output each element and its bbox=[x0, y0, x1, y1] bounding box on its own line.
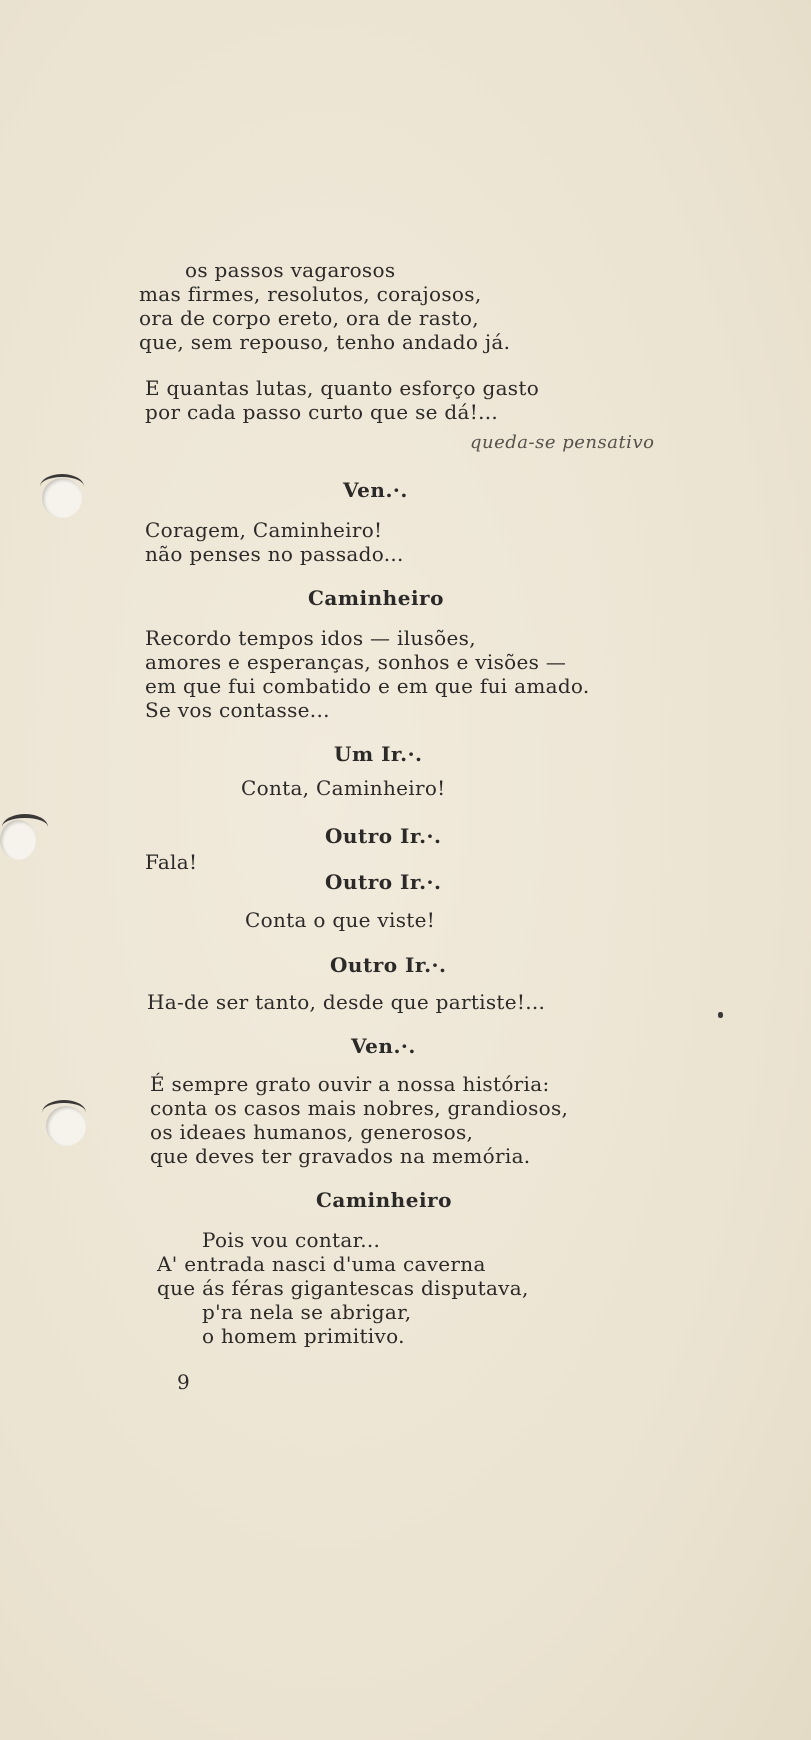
speaker-label: Ven.·. bbox=[343, 478, 408, 502]
punch-hole-bottom bbox=[46, 1106, 86, 1146]
dialogue-line: É sempre grato ouvir a nossa história: bbox=[150, 1072, 550, 1096]
dialogue-line: o homem primitivo. bbox=[202, 1324, 405, 1348]
verse-line: que, sem repouso, tenho andado já. bbox=[139, 330, 511, 354]
dialogue-line: não penses no passado... bbox=[145, 542, 404, 566]
speaker-label: Caminheiro bbox=[316, 1188, 452, 1212]
punch-hole-top bbox=[42, 478, 82, 518]
verse-line: E quantas lutas, quanto esforço gasto bbox=[145, 376, 540, 400]
verse-line: ora de corpo ereto, ora de rasto, bbox=[139, 306, 479, 330]
speaker-label: Caminheiro bbox=[308, 586, 444, 610]
verse-line: mas firmes, resolutos, corajosos, bbox=[139, 282, 482, 306]
dialogue-line: Se vos contasse... bbox=[145, 698, 330, 722]
dialogue-line: A' entrada nasci d'uma caverna bbox=[157, 1252, 486, 1276]
verse-line: por cada passo curto que se dá!... bbox=[145, 400, 499, 424]
dialogue-line: Recordo tempos idos — ilusões, bbox=[145, 626, 476, 650]
speaker-label: Um Ir.·. bbox=[334, 742, 423, 766]
dialogue-line: amores e esperanças, sonhos e visões — bbox=[145, 650, 567, 674]
speaker-label: Ven.·. bbox=[351, 1034, 416, 1058]
punch-hole-middle bbox=[0, 820, 36, 860]
dialogue-line: Fala! bbox=[145, 850, 198, 874]
speaker-label: Outro Ir.·. bbox=[325, 870, 442, 894]
dialogue-line: Pois vou contar... bbox=[202, 1228, 381, 1252]
stage-direction: queda-se pensativo bbox=[470, 432, 655, 453]
dialogue-line: que ás féras gigantescas disputava, bbox=[157, 1276, 529, 1300]
speaker-label: Outro Ir.·. bbox=[330, 953, 447, 977]
dialogue-line: conta os casos mais nobres, grandiosos, bbox=[150, 1096, 569, 1120]
dialogue-line: Conta, Caminheiro! bbox=[241, 776, 446, 800]
page-number: 9 bbox=[177, 1370, 190, 1394]
dialogue-line: Ha-de ser tanto, desde que partiste!... bbox=[147, 990, 546, 1014]
verse-line: os passos vagarosos bbox=[185, 258, 396, 282]
dialogue-line: em que fui combatido e em que fui amado. bbox=[145, 674, 590, 698]
dialogue-line: os ideaes humanos, generosos, bbox=[150, 1120, 474, 1144]
dialogue-line: que deves ter gravados na memória. bbox=[150, 1144, 531, 1168]
dialogue-line: Coragem, Caminheiro! bbox=[145, 518, 383, 542]
speaker-label: Outro Ir.·. bbox=[325, 824, 442, 848]
ink-speck bbox=[718, 1012, 723, 1018]
dialogue-line: p'ra nela se abrigar, bbox=[202, 1300, 412, 1324]
dialogue-line: Conta o que viste! bbox=[245, 908, 436, 932]
